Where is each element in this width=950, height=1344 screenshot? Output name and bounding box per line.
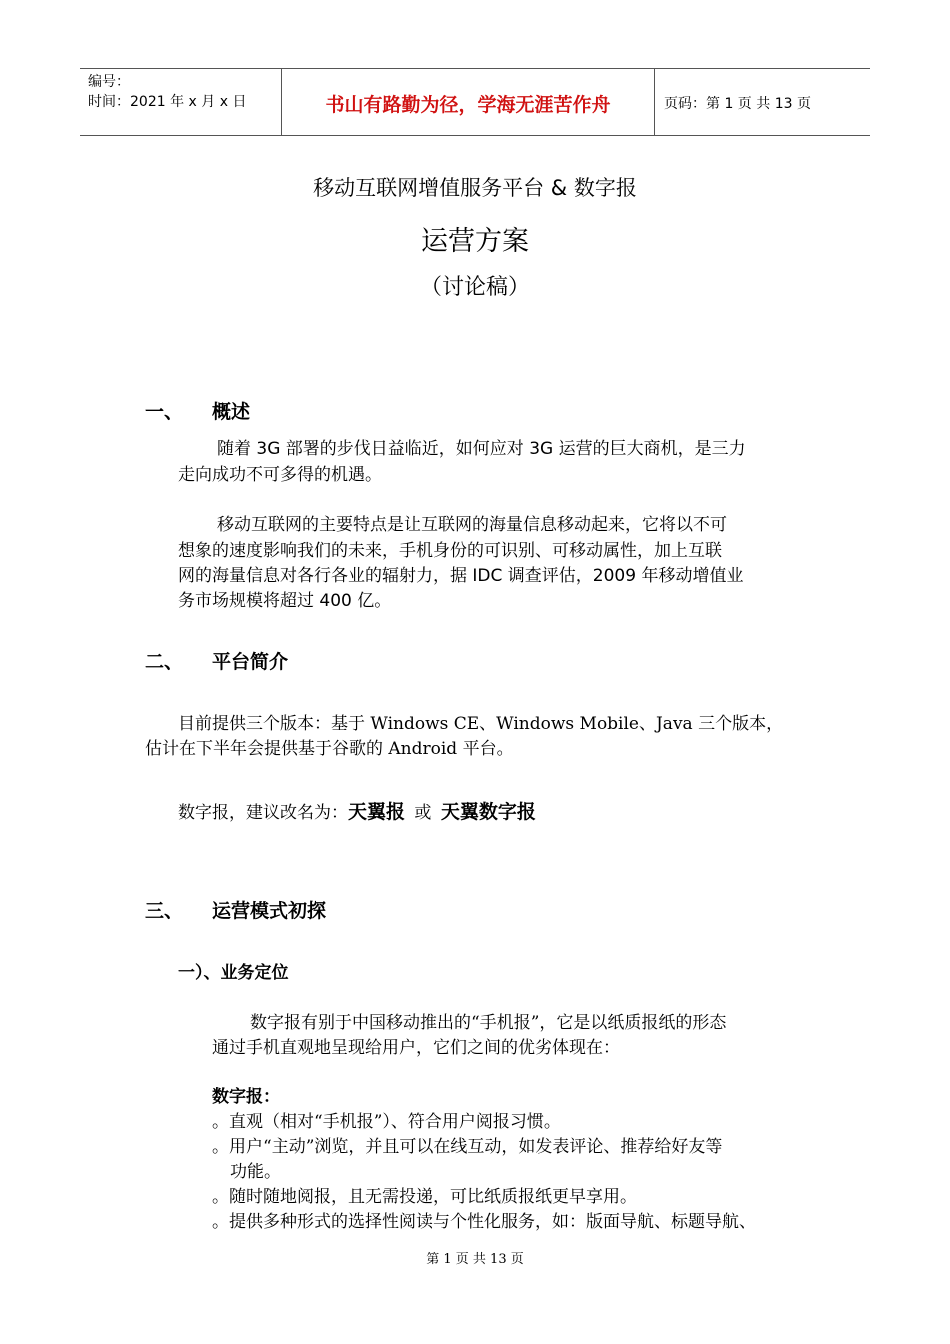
list-item: 。提供多种形式的选择性阅读与个性化服务，如：版面导航、标题导航、 — [212, 1212, 756, 1232]
list-item: 。用户“主动”浏览，并且可以在线互动，如发表评论、推荐给好友等 — [212, 1137, 723, 1157]
list-item: 。直观（相对“手机报”）、符合用户阅报习惯。 — [212, 1112, 561, 1132]
paragraph-line: 估计在下半年会提供基于谷歌的 Android 平台。 — [145, 739, 514, 759]
rename-option-2: 天翼数字报 — [440, 801, 536, 823]
section-number: 一、 — [145, 401, 184, 423]
paragraph-line: 移动互联网的主要特点是让互联网的海量信息移动起来，它将以不可 — [217, 515, 727, 535]
paragraph-line: 目前提供三个版本：基于 Windows CE、Windows Mobile、Java 三个版本， — [178, 714, 784, 734]
document-draft-note: （讨论稿） — [419, 275, 530, 300]
rename-option-1: 天翼报 — [348, 801, 406, 823]
section-number: 二、 — [145, 651, 184, 673]
paragraph-line: 走向成功不可多得的机遇。 — [178, 465, 382, 485]
document-title: 移动互联网增值服务平台 & 数字报 — [313, 176, 637, 200]
header-meta — [88, 72, 246, 112]
header-number: 编号： — [88, 74, 130, 90]
header-bottom-border — [80, 135, 870, 136]
paragraph-line: 随着 3G 部署的步伐日益临近，如何应对 3G 运营的巨大商机，是三力 — [217, 439, 746, 459]
list-item: 。随时随地阅报，且无需投递，可比纸质报纸更早享用。 — [212, 1187, 637, 1207]
paragraph-line: 数字报有别于中国移动推出的“手机报”，它是以纸质报纸的形态 — [250, 1013, 727, 1033]
page-footer: 第 1 页 共 13 页 — [426, 1252, 524, 1267]
header-page-number: 页码：第 1 页 共 13 页 — [664, 96, 811, 112]
header-time: 时间：2021 年 x 月 x 日 — [88, 94, 247, 110]
section-title: 概述 — [212, 401, 251, 423]
section-number: 三、 — [145, 900, 184, 922]
list-label: 数字报： — [212, 1087, 280, 1107]
paragraph-line: 务市场规模将超过 400 亿。 — [178, 591, 392, 611]
paragraph-line: 想象的速度影响我们的未来，手机身份的可识别、可移动属性，加上互联 — [178, 541, 722, 561]
paragraph-line: 通过手机直观地呈现给用户，它们之间的优劣体现在： — [212, 1038, 620, 1058]
paragraph-line: 网的海量信息对各行各业的辐射力，据 IDC 调查评估，2009 年移动增值业 — [178, 566, 744, 586]
subsection-title: 一）、业务定位 — [178, 963, 289, 983]
document-subtitle: 运营方案 — [421, 226, 529, 257]
header-divider — [654, 68, 655, 136]
section-title: 平台简介 — [212, 651, 289, 673]
header-top-border — [80, 68, 870, 69]
rename-prefix: 数字报，建议改名为： — [178, 803, 348, 823]
rename-suggestion — [178, 797, 536, 824]
list-item-continuation: 功能。 — [230, 1162, 281, 1182]
section-title: 运营模式初探 — [212, 900, 327, 922]
rename-or: 或 — [414, 803, 432, 823]
header-motto: 书山有路勤为径，学海无涯苦作舟 — [325, 94, 611, 116]
